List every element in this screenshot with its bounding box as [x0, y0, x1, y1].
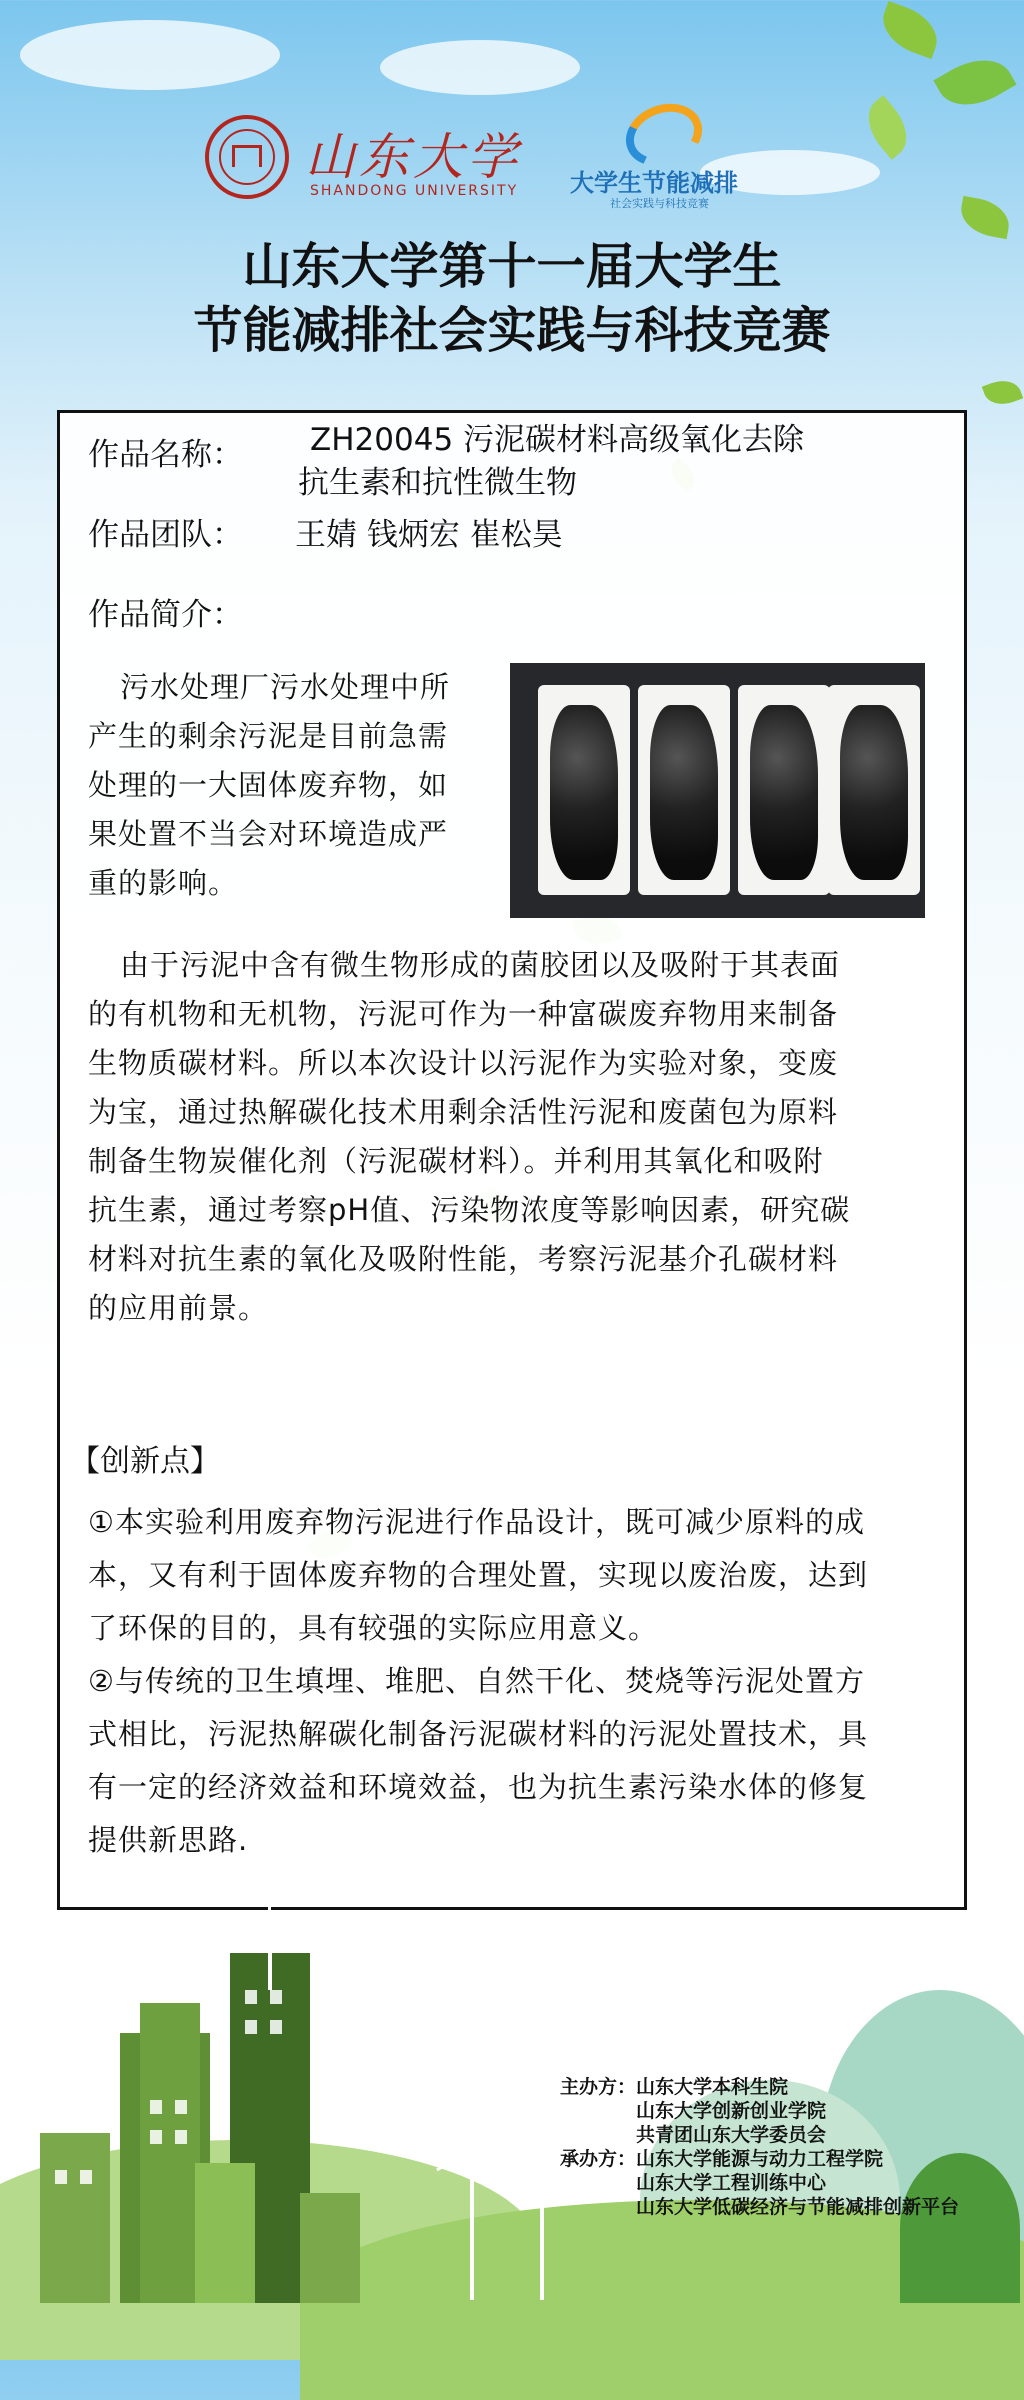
- innovation-points: [88, 1496, 958, 1867]
- university-name: 山东大学: [305, 128, 521, 186]
- innovation-line: 有一定的经济效益和环境效益，也为抗生素污染水体的修复: [88, 1770, 869, 1804]
- contest-logo: [570, 105, 770, 215]
- intro-p2-line: 的有机物和无机物，污泥可作为一种富碳废弃物用来制备: [88, 997, 839, 1031]
- intro-p2-line: 为宝，通过热解碳化技术用剩余活性污泥和废菌包为原料: [88, 1095, 839, 1129]
- innovation-line: 提供新思路.: [88, 1823, 249, 1857]
- contest-logo-subtitle: 社会实践与科技竞赛: [610, 197, 709, 210]
- work-name-line-2: 抗生素和抗性微生物: [298, 465, 577, 501]
- building: [300, 2193, 360, 2303]
- building: [40, 2133, 110, 2303]
- intro-p2-line: 生物质碳材料。所以本次设计以污泥作为实验对象，变废: [88, 1046, 839, 1080]
- work-name-label: 作品名称：: [88, 437, 243, 473]
- intro-p2-line: 抗生素，通过考察pH值、污染物浓度等影响因素，研究碳: [88, 1193, 851, 1227]
- intro-p2-line: 制备生物炭催化剂（污泥碳材料）。并利用其氧化和吸附: [88, 1144, 824, 1178]
- leaf-icon: [982, 375, 1023, 410]
- innovation-line: 式相比，污泥热解碳化制备污泥碳材料的污泥处置技术，具: [88, 1717, 869, 1751]
- sdu-seal-icon: [205, 115, 289, 199]
- organizers-block: [560, 2075, 959, 2219]
- intro-p2-line: 材料对抗生素的氧化及吸附性能，考察污泥基介孔碳材料: [88, 1242, 839, 1276]
- intro-paragraph-2: [88, 941, 948, 1333]
- content-panel: [57, 410, 967, 1910]
- organizer-name: 山东大学能源与动力工程学院: [636, 2148, 884, 2170]
- innovation-line: ①本实验利用废弃物污泥进行作品设计，既可减少原料的成: [88, 1505, 865, 1539]
- sludge-carbon-photo: [510, 663, 925, 918]
- intro-p2-line: 由于污泥中含有微生物形成的菌胶团以及吸附于其表面: [120, 948, 841, 982]
- contest-logo-title: 大学生节能减排: [570, 169, 738, 197]
- host-name: 共青团山东大学委员会: [636, 2124, 827, 2146]
- host-label: 主办方：: [560, 2076, 637, 2098]
- building: [195, 2163, 255, 2303]
- team-label: 作品团队：: [88, 517, 243, 553]
- intro-p1-line: 果处置不当会对环境造成严: [88, 817, 449, 851]
- intro-p2-line: 的应用前景。: [88, 1291, 269, 1325]
- cloud: [20, 20, 280, 90]
- innovation-line: ②与传统的卫生填埋、堆肥、自然干化、焚烧等污泥处置方: [88, 1664, 865, 1698]
- innovation-heading: 【创新点】: [70, 1444, 220, 1479]
- intro-p1-line: 产生的剩余污泥是目前急需: [88, 719, 449, 753]
- university-name-en: SHANDONG UNIVERSITY: [310, 183, 519, 199]
- intro-p1-line: 处理的一大固体废弃物，如: [88, 768, 449, 802]
- team-members: 王婧 钱炳宏 崔松昊: [295, 517, 563, 553]
- title-line-1: 山东大学第十一届大学生: [242, 238, 782, 295]
- intro-p1-line: 重的影响。: [88, 866, 239, 900]
- title-line-2: 节能减排社会实践与科技竞赛: [193, 302, 831, 359]
- intro-p1-line: 污水处理厂污水处理中所: [120, 670, 451, 704]
- organizer-label: 承办方：: [560, 2148, 637, 2170]
- leaf-icon: [875, 1, 945, 59]
- page-title: [0, 235, 1024, 363]
- innovation-line: 了环保的目的，具有较强的实际应用意义。: [88, 1611, 659, 1645]
- intro-paragraph-1: [88, 663, 498, 908]
- host-name: 山东大学本科生院: [636, 2076, 789, 2098]
- work-name-line-1: ZH20045 污泥碳材料高级氧化去除: [310, 422, 805, 458]
- header-logos: [0, 105, 1024, 215]
- cloud: [380, 40, 580, 95]
- intro-label: 作品简介：: [88, 597, 243, 633]
- innovation-line: 本，又有利于固体废弃物的合理处置，实现以废治废，达到: [88, 1558, 869, 1592]
- host-name: 山东大学创新创业学院: [636, 2100, 827, 2122]
- building: [140, 2003, 200, 2303]
- organizer-name: 山东大学低碳经济与节能减排创新平台: [636, 2196, 960, 2218]
- organizer-name: 山东大学工程训练中心: [636, 2172, 827, 2194]
